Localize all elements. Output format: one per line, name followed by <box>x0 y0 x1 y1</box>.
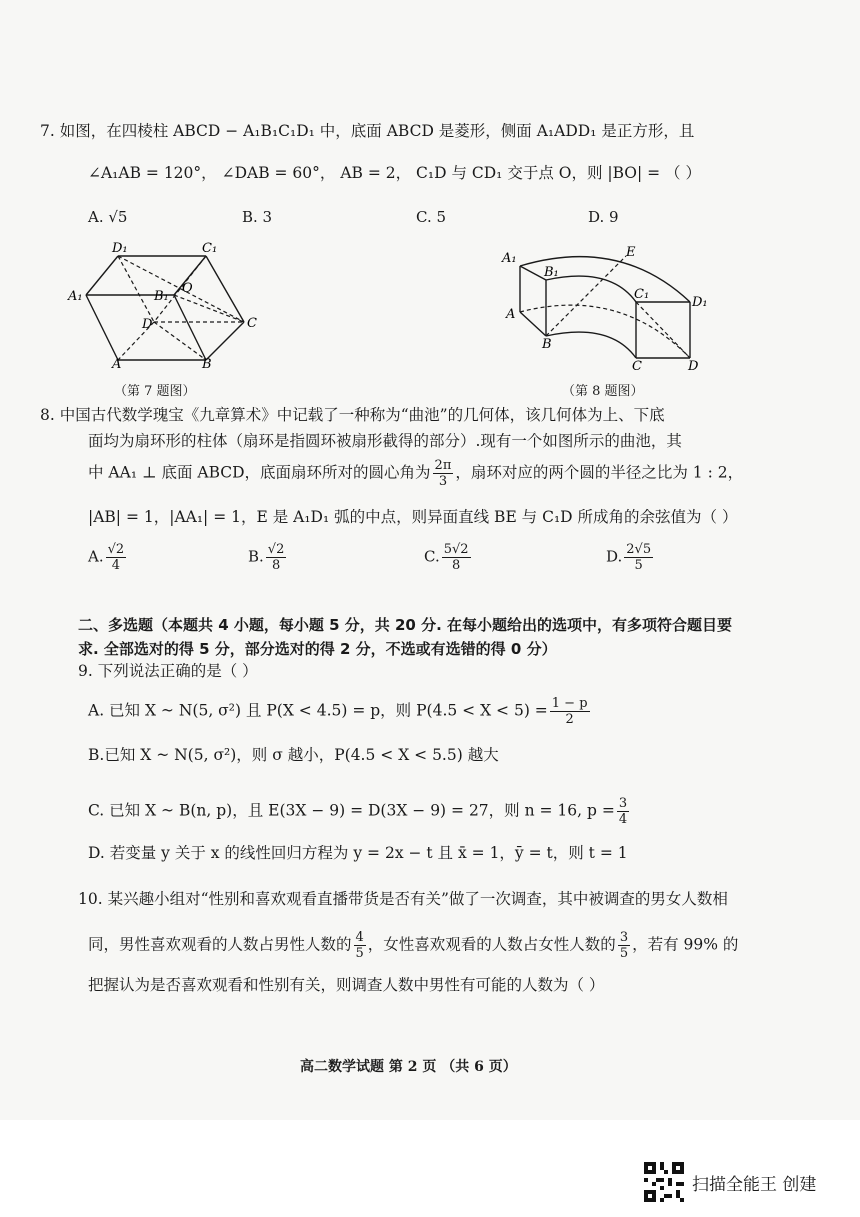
q7-option-b: B. 3 <box>242 208 273 226</box>
q8-line4: |AB| = 1，|AA₁| = 1，E 是 A₁D₁ 弧的中点，则异面直线 BE 与 C₁D 所成角的余弦值为（ ） <box>88 508 738 526</box>
q7-caption: （第 7 题图） <box>114 384 196 399</box>
q7-label-d: D <box>142 317 153 332</box>
q7-label-c1: C₁ <box>202 241 218 256</box>
q7-label-b: B <box>202 357 212 370</box>
q8-label-c: C <box>632 359 642 374</box>
q8-option-b: B. $\frac{√2}{8}$ <box>248 542 285 573</box>
q7-line2: ∠A₁AB = 120°， ∠DAB = 60°， AB = 2， C₁D 与 CD₁ 交于点 O，则 |BO| = （ ） <box>88 164 701 182</box>
q10-line2: 同，男性喜欢观看的人数占男性人数的 $\frac{4}{5}$ ，女性喜欢观看的人数占女性人数的 $\frac{3}{5}$ ，若有 99% 的 <box>88 930 739 961</box>
scan-margin <box>0 1120 860 1217</box>
q10-line3: 把握认为是否喜欢观看和性别有关，则调查人数中男性有可能的人数为（ ） <box>88 976 605 994</box>
q8-label-a: A <box>506 307 516 322</box>
q9-option-a: A. 已知 X ~ N(5, σ²) 且 P(X < 4.5) = p，则 P(4.5 < X < 5) = $\frac{1 - p}{2}$ <box>88 696 588 727</box>
q9-option-c: C. 已知 X ~ B(n, p)，且 E(3X − 9) = D(3X − 9) = 27，则 n = 16, p = $\frac{3}{4}$ <box>88 796 628 827</box>
q7-line1: 7. 如图，在四棱柱 ABCD − A₁B₁C₁D₁ 中，底面 ABCD 是菱形，侧面 A₁ADD₁ 是正方形，且 <box>40 122 695 140</box>
q8-option-d: D. $\frac{2√5}{5}$ <box>606 542 652 573</box>
q8-label-b1: B₁ <box>544 265 559 280</box>
section2-line1: 二、多选题（本题共 4 小题，每小题 5 分，共 20 分. 在每小题给出的选项中，有多项符合题目要 <box>78 616 733 634</box>
q8-label-b: B <box>542 337 552 352</box>
q9-option-d: D. 若变量 y 关于 x 的线性回归方程为 y = 2x − t 且 x̄ = 1，ȳ = t，则 t = 1 <box>88 844 628 862</box>
q8-line3 <box>88 458 743 489</box>
q7-option-c: C. 5 <box>416 208 447 226</box>
q8-option-c: C. $\frac{5√2}{8}$ <box>424 542 469 573</box>
q7-label-o: O <box>182 281 193 296</box>
section2-line2: 求. 全部选对的得 5 分，部分选对的得 2 分，不选或有选错的得 0 分） <box>78 640 557 658</box>
page-footer: 高二数学试题 第 2 页 （共 6 页） <box>300 1059 517 1075</box>
q7-option-d: D. 9 <box>588 208 619 226</box>
q7-label-c: C <box>247 316 257 331</box>
q8-option-a: A. $\frac{√2}{4}$ <box>88 542 125 573</box>
scanner-brand-text: 扫描全能王 创建 <box>692 1175 817 1195</box>
q8-line3-a: 中 AA₁ ⊥ 底面 ABCD，底面扇环所对的圆心角为 <box>88 463 431 482</box>
q8-label-e: E <box>626 246 636 260</box>
q8-figure <box>500 246 710 376</box>
q7-label-b1: B₁ <box>154 289 169 304</box>
q9-option-b: B.已知 X ~ N(5, σ²)，则 σ 越小，P(4.5 < X < 5.5) 越大 <box>88 746 499 764</box>
q8-line1: 8. 中国古代数学瑰宝《九章算术》中记载了一种称为“曲池”的几何体，该几何体为上、下底 <box>40 406 665 424</box>
q7-label-d1: D₁ <box>112 241 128 256</box>
q8-label-c1: C₁ <box>634 287 650 302</box>
q10-line1: 10. 某兴趣小组对“性别和喜欢观看直播带货是否有关”做了一次调查，其中被调查的男女人数相 <box>78 890 728 908</box>
q8-line3-b: ，扇环对应的两个圆的半径之比为 1 : 2， <box>455 463 744 482</box>
q9-stem: 9. 下列说法正确的是（ ） <box>78 662 258 680</box>
qr-code-icon <box>644 1162 684 1202</box>
q7-figure <box>66 240 276 370</box>
q8-caption: （第 8 题图） <box>562 384 644 399</box>
q7-label-a: A <box>112 357 122 370</box>
q7-label-a1: A₁ <box>68 289 83 304</box>
q8-label-d: D <box>688 359 699 374</box>
q8-angle-fraction: $\frac{2\pi}{3}$ <box>434 458 452 489</box>
q8-line2: 面均为扇环形的柱体（扇环是指圆环被扇形截得的部分）.现有一个如图所示的曲池，其 <box>88 432 682 450</box>
q7-option-a: A. √5 <box>88 208 128 226</box>
q8-label-d1: D₁ <box>692 295 708 310</box>
q8-label-a1: A₁ <box>502 251 517 266</box>
